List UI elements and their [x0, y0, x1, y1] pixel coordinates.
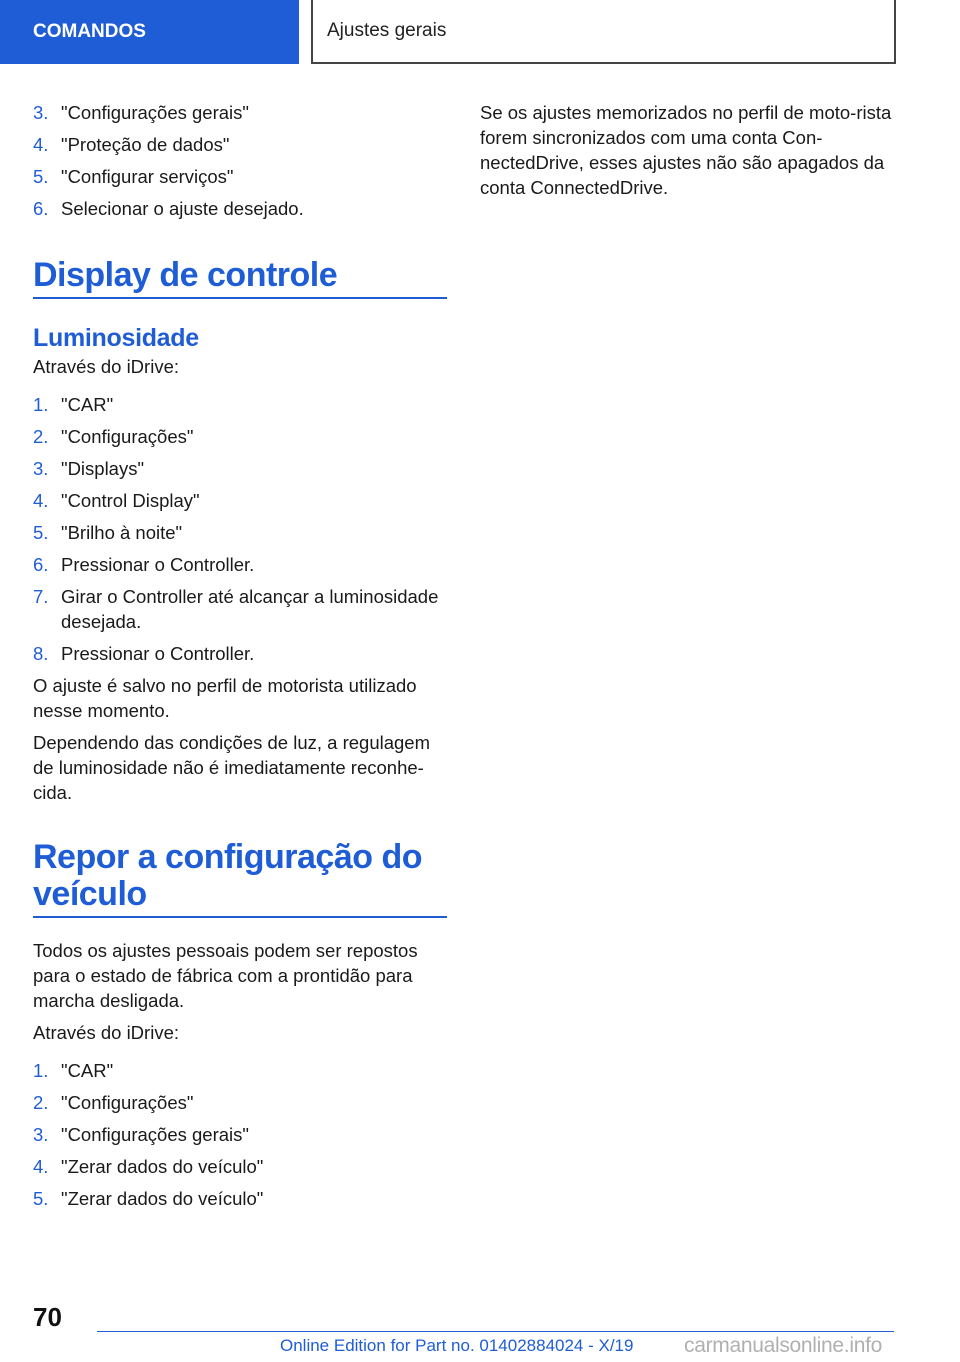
paragraph-sync: Se os ajustes memorizados no perfil de moto-rista forem sincronizados com uma conta Con-nectedDrive, esses ajustes não são apagados da conta ConnectedDrive.	[480, 102, 892, 198]
list-text: Pressionar o Controller.	[61, 643, 255, 664]
paragraph-dependence: Dependendo das condições de luz, a regulagem de luminosidade não é imediatamente reconhe-cida.	[33, 732, 431, 803]
list-number: 1.	[33, 1060, 49, 1081]
list-item	[33, 520, 447, 545]
via-idrive-text: Através do iDrive:	[33, 1022, 179, 1043]
list-text: "Configurações gerais"	[61, 1124, 249, 1145]
paragraph-saved: O ajuste é salvo no perfil de motorista utilizado nesse momento.	[33, 675, 417, 721]
list-item	[33, 552, 447, 577]
list-item	[33, 1122, 447, 1147]
list-number: 5.	[33, 522, 49, 543]
list-number: 5.	[33, 1188, 49, 1209]
list-number: 6.	[33, 198, 49, 219]
steps-list-reset	[33, 1058, 447, 1211]
list-item	[33, 456, 447, 481]
paragraph-reset: Todos os ajustes pessoais podem ser repostos para o estado de fábrica com a prontidão para marcha desligada.	[33, 940, 418, 1011]
edition-text: Online Edition for Part no. 01402884024 - X/19	[280, 1336, 634, 1355]
list-text: "Zerar dados do veículo"	[61, 1156, 264, 1177]
list-text: "CAR"	[61, 1060, 114, 1081]
list-number: 3.	[33, 102, 49, 123]
list-item	[33, 488, 447, 513]
via-idrive-text: Através do iDrive:	[33, 356, 179, 377]
subheading-luminosity: Luminosidade	[33, 324, 199, 352]
list-item	[33, 584, 447, 634]
list-text: "Configurar serviços"	[61, 166, 234, 187]
page-number: 70	[33, 1302, 62, 1332]
list-text: Selecionar o ajuste desejado.	[61, 198, 304, 219]
list-item	[33, 641, 447, 666]
list-number: 7.	[33, 586, 49, 607]
list-item	[33, 424, 447, 449]
list-text: "Configurações"	[61, 426, 194, 447]
list-number: 3.	[33, 458, 49, 479]
footer-divider	[97, 1331, 894, 1332]
right-column	[480, 100, 900, 207]
left-column	[33, 100, 447, 1218]
list-text: "Configurações gerais"	[61, 102, 249, 123]
list-number: 8.	[33, 643, 49, 664]
list-text: "Configurações"	[61, 1092, 194, 1113]
list-number: 3.	[33, 1124, 49, 1145]
steps-list-top	[33, 100, 447, 221]
list-number: 2.	[33, 1092, 49, 1113]
list-number: 5.	[33, 166, 49, 187]
list-text: "Brilho à noite"	[61, 522, 183, 543]
list-text: "Displays"	[61, 458, 145, 479]
watermark: carmanualsonline.info	[684, 1334, 882, 1357]
list-number: 4.	[33, 134, 49, 155]
list-text: "CAR"	[61, 394, 114, 415]
list-item	[33, 100, 447, 125]
heading-reset-vehicle: Repor a configuração do veículo	[33, 839, 447, 918]
list-item	[33, 1154, 447, 1179]
list-text: Pressionar o Controller.	[61, 554, 255, 575]
list-number: 4.	[33, 490, 49, 511]
list-number: 2.	[33, 426, 49, 447]
list-number: 1.	[33, 394, 49, 415]
list-text: "Control Display"	[61, 490, 200, 511]
list-item	[33, 1090, 447, 1115]
heading-display: Display de controle	[33, 257, 447, 299]
list-item	[33, 392, 447, 417]
list-number: 4.	[33, 1156, 49, 1177]
list-item	[33, 1058, 447, 1083]
list-item	[33, 196, 447, 221]
list-item	[33, 1186, 447, 1211]
list-text: "Zerar dados do veículo"	[61, 1188, 264, 1209]
list-item	[33, 164, 447, 189]
list-number: 6.	[33, 554, 49, 575]
steps-list-luminosity	[33, 392, 447, 666]
section-tab: COMANDOS	[0, 0, 299, 64]
section-title: Ajustes gerais	[311, 0, 896, 64]
list-text: "Proteção de dados"	[61, 134, 230, 155]
list-item	[33, 132, 447, 157]
list-text: Girar o Controller até alcançar a luminosidade desejada.	[61, 586, 439, 632]
